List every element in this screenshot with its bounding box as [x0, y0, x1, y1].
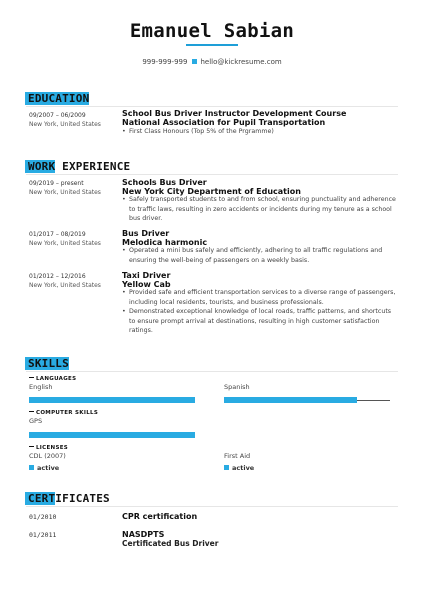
- section-divider: [26, 174, 398, 175]
- section-work-heading: WORK EXPERIENCE: [28, 160, 130, 173]
- certificate-date: 01/2011: [29, 531, 57, 539]
- bullet: • Operated a mini bus safely and efficiently, adhering to all traffic regulations and ensuring the well-being of passengers on a weekly basis.: [122, 246, 397, 265]
- certificate-title: CPR certification: [122, 512, 198, 521]
- work-bullets: [122, 288, 397, 336]
- work-title: Schools Bus Driver: [122, 178, 207, 187]
- work-location: New York, United States: [29, 189, 101, 196]
- bullet: • First Class Honours (Top 5% of the Prgramme): [122, 127, 397, 137]
- section-certificates-heading: CERTIFICATES: [28, 492, 110, 505]
- section-skills-heading: SKILLS: [28, 357, 69, 370]
- licenses-label: LICENSES: [29, 445, 68, 451]
- bullet: • Safely transported students to and from school, ensuring punctuality and adherence to traffic laws, resulting in zero accidents or incidents during my tenure as a school bus driver.: [122, 195, 397, 224]
- language-english: English: [29, 383, 53, 391]
- education-bullets: [122, 127, 397, 137]
- work-date: 01/2012 – 12/2016: [29, 273, 86, 280]
- check-icon: [224, 465, 229, 470]
- work-title: Bus Driver: [122, 229, 170, 238]
- candidate-name: Emanuel Sabian: [129, 20, 295, 42]
- work-org: Yellow Cab: [122, 280, 171, 289]
- computer-skills-label: COMPUTER SKILLS: [29, 410, 98, 416]
- skill-level-bar: [224, 397, 357, 403]
- work-org: Melodica harmonic: [122, 238, 208, 247]
- education-location: New York, United States: [29, 121, 101, 128]
- languages-label: LANGUAGES: [29, 376, 76, 382]
- email-text[interactable]: hello@kickresume.com: [200, 58, 282, 66]
- section-divider: [26, 371, 398, 372]
- email-icon: [192, 59, 197, 64]
- certificate-title: NASDPTS: [122, 530, 165, 539]
- work-bullets: [122, 246, 397, 265]
- check-icon: [29, 465, 34, 470]
- license-first-aid: First Aid: [224, 452, 251, 460]
- section-divider: [26, 506, 398, 507]
- contact-line: [0, 58, 424, 66]
- work-location: New York, United States: [29, 240, 101, 247]
- education-org: National Association for Pupil Transportation: [122, 118, 326, 127]
- bullet: • Provided safe and efficient transportation services to a diverse range of passengers, including local residents, tourists, and business professionals.: [122, 288, 397, 307]
- name-underline: [186, 44, 238, 46]
- education-date: 09/2007 – 06/2009: [29, 112, 86, 119]
- education-title: School Bus Driver Instructor Development Course: [122, 109, 347, 118]
- skill-level-bar: [29, 397, 195, 403]
- license-status: active: [29, 464, 59, 472]
- work-org: New York City Department of Education: [122, 187, 301, 196]
- skill-level-bar: [29, 432, 195, 438]
- license-cdl: CDL (2007): [29, 452, 66, 460]
- work-date: 09/2019 – present: [29, 180, 84, 187]
- certificate-subtitle: Certificated Bus Driver: [122, 539, 219, 548]
- bullet: • Demonstrated exceptional knowledge of local roads, traffic patterns, and shortcuts to ensure prompt arrival at destinations, resulting in high customer satisfaction ratings.: [122, 307, 397, 336]
- certificate-date: 01/2010: [29, 513, 57, 521]
- section-education-heading: EDUCATION: [28, 92, 89, 105]
- work-location: New York, United States: [29, 282, 101, 289]
- language-spanish: Spanish: [224, 383, 250, 391]
- license-status: active: [224, 464, 254, 472]
- phone-text: 999-999-999: [142, 58, 188, 66]
- section-divider: [26, 106, 398, 107]
- work-date: 01/2017 – 08/2019: [29, 231, 86, 238]
- skill-gps: GPS: [29, 417, 43, 425]
- work-bullets: [122, 195, 397, 224]
- work-title: Taxi Driver: [122, 271, 171, 280]
